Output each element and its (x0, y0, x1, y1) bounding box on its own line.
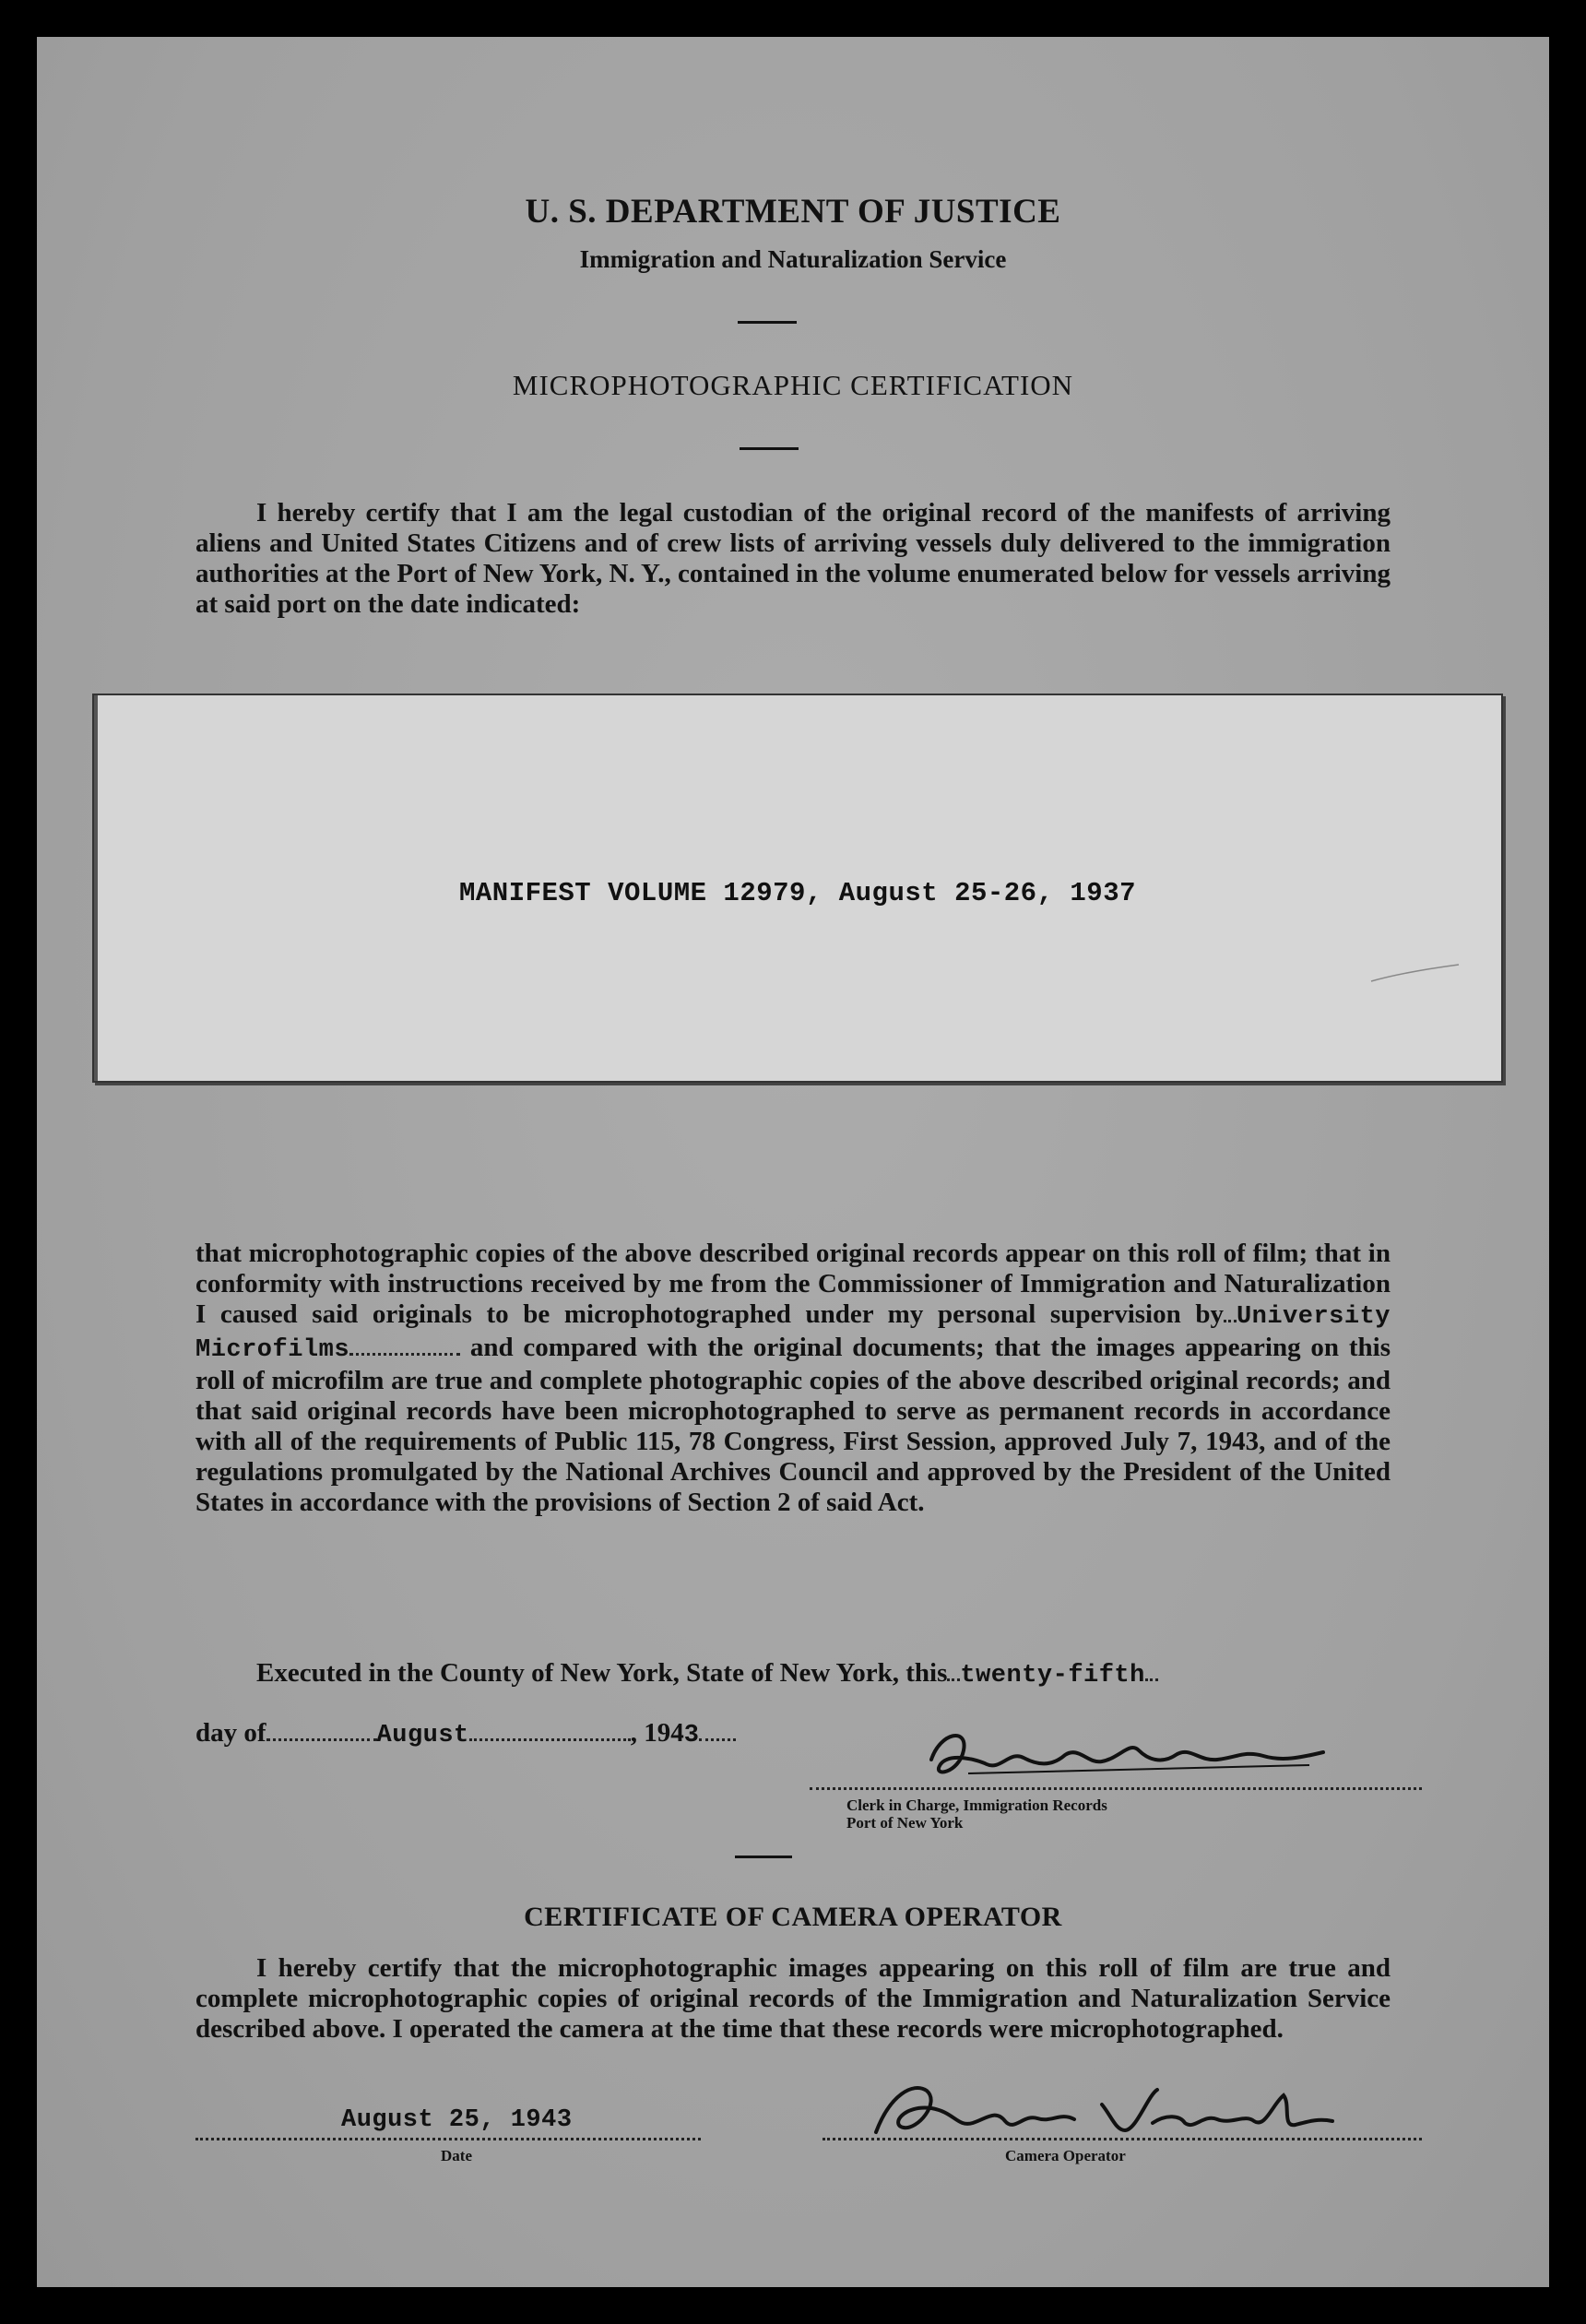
clerk-signature-line (810, 1787, 1422, 1790)
operator-label: Camera Operator (1005, 2147, 1126, 2164)
executed-line: Executed in the County of New York, State of New York, this twenty-fifth (256, 1658, 1158, 1690)
execution-day: twenty-fifth (960, 1662, 1145, 1690)
body-text-part2: and compared with the original documents; that the images appearing on this roll of microfilm are true and complete photographic copies of the above described original records; and that said original records have been microphotographed to serve as permanent records in accordance with all of the requirements of Public 115, 78 Congress, First Session, approved July 7, 1943, and of the regulations promulgated by the National Archives Council and approved by the President of the United States in accordance with the provisions of Section 2 of said Act. (195, 1333, 1391, 1517)
photographer-name: University Microfilms (195, 1303, 1391, 1364)
pen-stroke-mark (1367, 954, 1468, 990)
divider (738, 321, 797, 324)
clerk-signature (913, 1723, 1346, 1796)
agency-subheading: Immigration and Naturalization Service (579, 245, 1007, 273)
divider (735, 1856, 792, 1858)
manifest-volume: MANIFEST VOLUME 12979, August 25-26, 1937 (458, 878, 1137, 908)
divider (740, 447, 799, 450)
operator-paragraph: I hereby certify that the microphotographic images appearing on this roll of film are true and complete microphotographic copies of original records of the Immigration and Naturalization Service described above. I operated the camera at the time that these records were microphotographed. (195, 1953, 1391, 2044)
operator-certificate-title: CERTIFICATE OF CAMERA OPERATOR (524, 1902, 1062, 1932)
body-text-part1: that microphotographic copies of the above described original records appear on this roll of film; that in conformity with instructions received by me from the Commissioner of Immigration and Naturalization I caused said originals to be microphotographed under my personal supervision by (195, 1239, 1391, 1329)
execution-year-digit: 3 (683, 1722, 700, 1749)
operator-signature-line (823, 2138, 1422, 2140)
department-heading: U. S. DEPARTMENT OF JUSTICE (525, 193, 1061, 231)
intro-paragraph: I hereby certify that I am the legal custodian of the original record of the manifests of arriving aliens and United States Citizens and of crew lists of arriving vessels duly delivered to the immigration authorities at the Port of New York, N. Y., contained in the volume enumerated below for vessels arriving at said port on the date indicated: (195, 498, 1391, 619)
certification-title: MICROPHOTOGRAPHIC CERTIFICATION (512, 369, 1074, 401)
certification-body (195, 1239, 1391, 1518)
clerk-caption: Clerk in Charge, Immigration Records Port of New York (846, 1796, 1107, 1832)
operator-date-value: August 25, 1943 (341, 2106, 573, 2134)
date-line (195, 2138, 701, 2140)
date-label: Date (441, 2147, 472, 2164)
volume-slip (92, 694, 1503, 1083)
certificate-page (37, 37, 1549, 2287)
execution-month: August (376, 1722, 469, 1749)
execution-date-line: day of August , 1943 (195, 1718, 736, 1749)
